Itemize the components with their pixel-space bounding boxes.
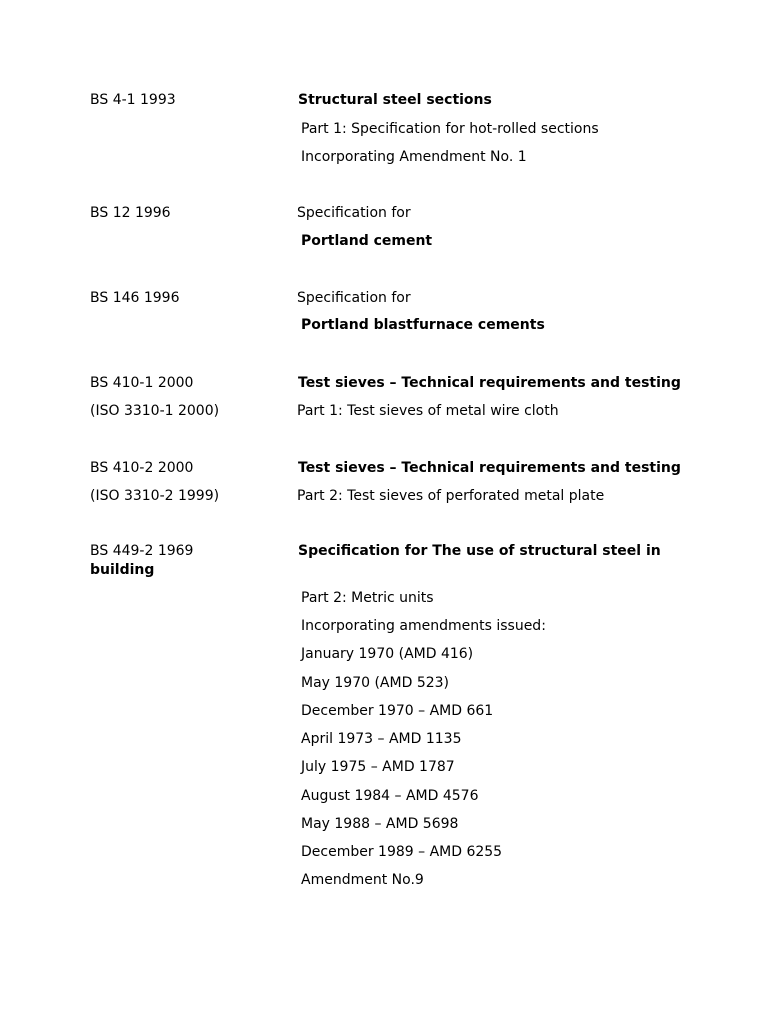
amendment-item: August 1984 – AMD 4576 — [301, 788, 479, 804]
standard-code: BS 410-1 2000 — [90, 375, 194, 391]
standard-part: Part 1: Test sieves of metal wire cloth — [297, 403, 559, 419]
standard-detail: Part 1: Specification for hot-rolled sections — [301, 121, 599, 137]
standard-subtitle: Portland blastfurnace cements — [301, 317, 545, 333]
standard-detail: Part 2: Metric units — [301, 590, 434, 606]
amendment-item: Amendment No.9 — [301, 872, 424, 888]
standard-code: BS 12 1996 — [90, 205, 171, 221]
standard-intro: Specification for — [297, 290, 411, 306]
standard-title-continued: building — [90, 562, 155, 578]
standard-title: Structural steel sections — [298, 92, 492, 108]
amendment-item: May 1970 (AMD 523) — [301, 675, 450, 691]
standard-code: BS 4-1 1993 — [90, 92, 176, 108]
amendment-item: December 1989 – AMD 6255 — [301, 844, 503, 860]
standard-code: BS 410-2 2000 — [90, 460, 194, 476]
standard-detail: Incorporating amendments issued: — [301, 618, 546, 634]
standard-code: BS 449-2 1969 — [90, 543, 194, 559]
standard-title: Test sieves – Technical requirements and testing — [298, 460, 681, 476]
standard-title: Specification for The use of structural steel in — [298, 543, 661, 559]
standard-detail: Incorporating Amendment No. 1 — [301, 149, 527, 165]
iso-reference: (ISO 3310-1 2000) — [90, 403, 220, 419]
standard-part: Part 2: Test sieves of perforated metal plate — [297, 488, 605, 504]
standard-subtitle: Portland cement — [301, 233, 433, 249]
amendment-item: April 1973 – AMD 1135 — [301, 731, 462, 747]
amendment-item: May 1988 – AMD 5698 — [301, 816, 459, 832]
standard-code: BS 146 1996 — [90, 290, 180, 306]
amendment-item: July 1975 – AMD 1787 — [301, 759, 455, 775]
iso-reference: (ISO 3310-2 1999) — [90, 488, 220, 504]
standard-title: Test sieves – Technical requirements and testing — [298, 375, 681, 391]
amendment-item: December 1970 – AMD 661 — [301, 703, 494, 719]
standard-intro: Specification for — [297, 205, 411, 221]
amendment-item: January 1970 (AMD 416) — [301, 646, 474, 662]
